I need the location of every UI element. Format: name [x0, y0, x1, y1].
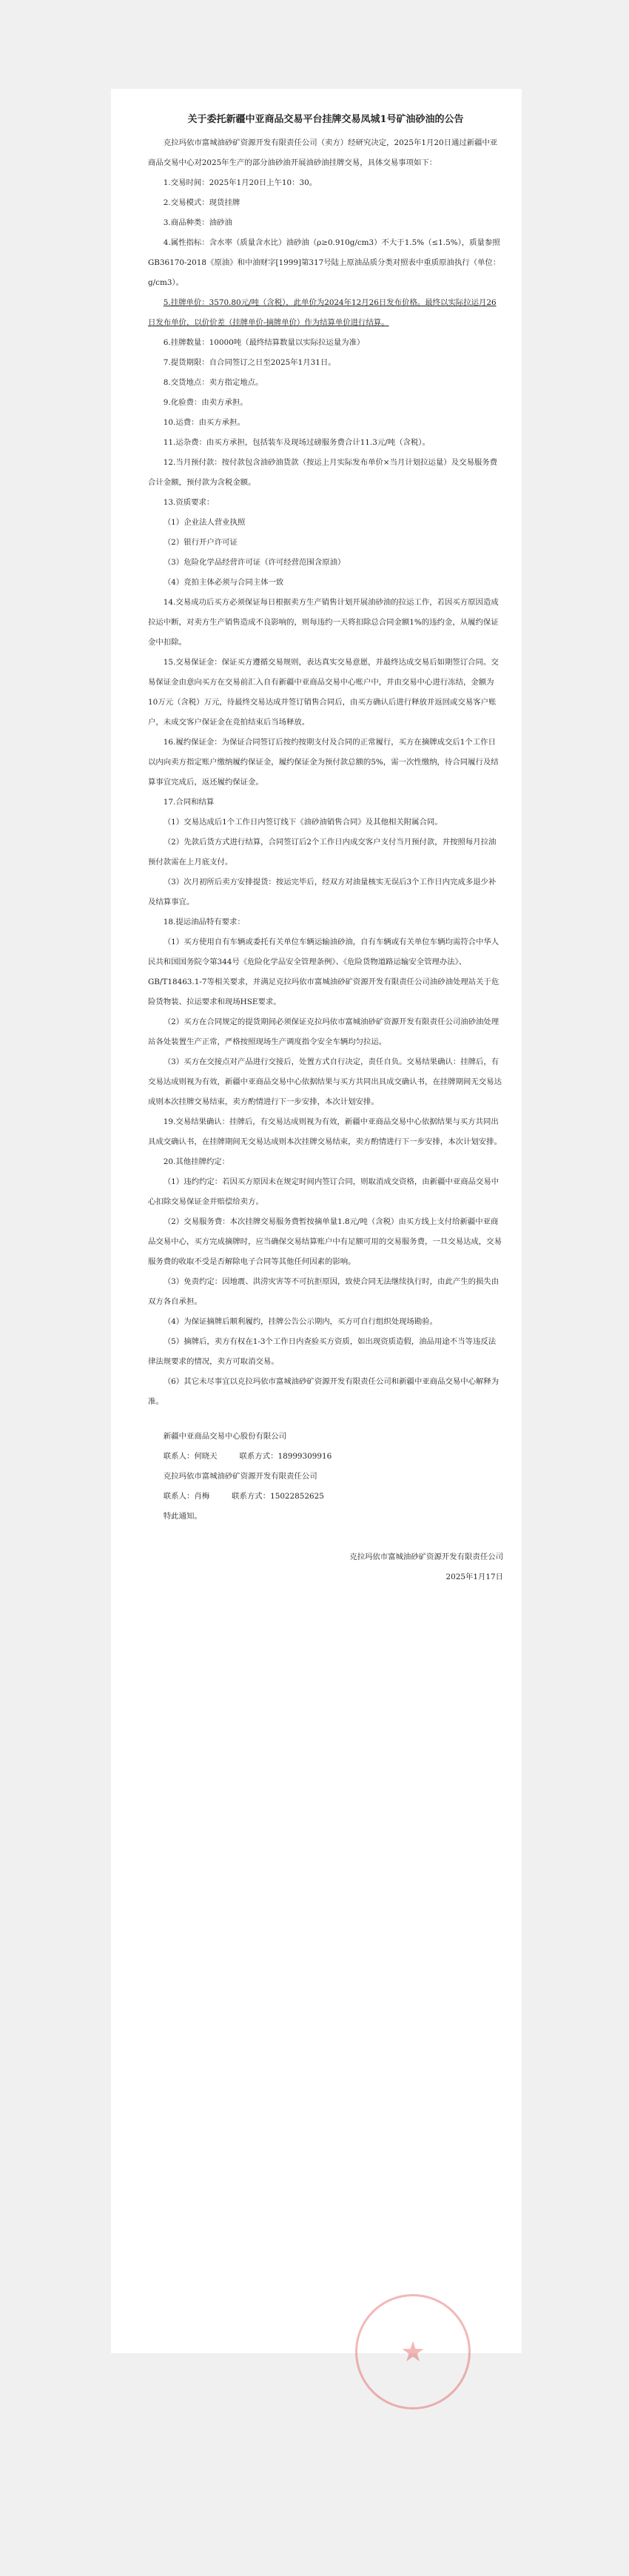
- item-3: 3.商品种类：油砂油: [163, 218, 232, 227]
- item-17-1: （1）交易达成后1个工作日内签订线下《油砂油销售合同》及其他相关附属合同。: [163, 818, 443, 827]
- contact-org-1: 新疆中亚商品交易中心股份有限公司: [163, 1432, 287, 1441]
- item-20-2: （2）交易服务费：本次挂牌交易服务费暂按摘单量1.8元/吨（含税）由买方线上支付给新疆中亚商品交易中心，买方完成摘牌时，应当确保交易结算账户中有足额可用的交易服务费，一旦交易达成，交易服务费的收取不受是否解除电子合同等其他任何因素的影响。: [148, 1217, 502, 1266]
- document-content: [148, 111, 503, 1587]
- item-18-1: （1）买方使用自有车辆或委托有关单位车辆运输油砂油，自有车辆或有关单位车辆均需符合中华人民共和国国务院令第344号《危险化学品安全管理条例》、《危险货物道路运输安全管理办法》、GB/T18463.1-7等相关要求，并满足克拉玛依市富城油砂矿资源开发有限责任公司油砂油处理站关于危险货物装、拉运要求和现场HSE要求。: [148, 938, 500, 1006]
- closing-text: 特此通知。: [163, 1512, 202, 1521]
- item-8: 8.交货地点：卖方指定地点。: [163, 378, 263, 387]
- contact-block: [148, 1427, 503, 1527]
- item-2: 2.交易模式：现货挂牌: [163, 198, 240, 207]
- item-18-2: （2）买方在合同规定的提货期间必须保证克拉玛依市富城油砂矿资源开发有限责任公司油砂油处理站各处装置生产正常，严格按照现场生产调度指令安全车辆均匀拉运。: [148, 1018, 500, 1046]
- item-11: 11.运杂费：由买方承担，包括装车及现场过磅服务费合计11.3元/吨（含税）。: [163, 438, 430, 447]
- item-15: 15.交易保证金：保证买方遵循交易规则，表达真实交易意愿，并最终达成交易后如期签订合同。交易保证金由意向买方在交易前汇入自有新疆中亚商品交易中心账户中，并由交易中心进行冻结，金额为10万元（含税）万元，待最终交易达成并签订销售合同后，由买方确认后进行释放并返回或交易客户账户，未成交客户保证金在竞拍结束后当场释放。: [148, 658, 499, 727]
- item-1: 1.交易时间：2025年1月20日上午10：30。: [163, 178, 317, 187]
- item-17-3: （3）次月初所后卖方安排提货：按运完毕后，经双方对油量核实无误后3个工作日内完成多退少补及结算事宜。: [148, 878, 497, 907]
- item-9: 9.化验费：由卖方承担。: [163, 398, 248, 407]
- item-12: 12.当月预付款：按付款包含油砂油货款（按运上月实际发布单价×当月计划拉运量）及交易服务费合计金额，预付款为含税金额。: [148, 458, 498, 487]
- item-6: 6.挂牌数量：10000吨（最终结算数量以实际拉运量为准）: [163, 338, 365, 347]
- item-10: 10.运费：由买方承担。: [163, 418, 245, 427]
- item-13-1: （1）企业法人营业执照: [163, 518, 246, 527]
- item-13-2: （2）银行开户许可证: [163, 538, 238, 547]
- item-7: 7.提货期限：自合同签订之日至2025年1月31日。: [163, 358, 336, 367]
- item-16: 16.履约保证金：为保证合同签订后按约按期支付及合同的正常履行，买方在摘牌成交后1个工作日以内向卖方指定账户缴纳履约保证金，履约保证金为预付款总额的5%，需一次性缴纳，待合同履行及结算事宜完成后，返还履约保证金。: [148, 738, 499, 787]
- item-20: 20.其他挂牌约定：: [163, 1157, 230, 1166]
- signature-block: [148, 1547, 503, 1587]
- contact-phone-1: 联系方式：18999309916: [239, 1452, 332, 1461]
- intro-paragraph: 克拉玛依市富城油砂矿资源开发有限责任公司（卖方）经研究决定，2025年1月20日通过新疆中亚商品交易中心对2025年生产的部分油砂油开展油砂油挂牌交易，具体交易事项如下：: [148, 138, 498, 167]
- company-seal: [355, 2294, 471, 2409]
- item-13-3: （3）危险化学品经营许可证（许可经营范围含原油）: [163, 558, 346, 567]
- item-20-6: （6）其它未尽事宜以克拉玛依市富城油砂矿资源开发有限责任公司和新疆中亚商品交易中心解释为准。: [148, 1377, 500, 1406]
- item-13: 13.资质要求：: [163, 498, 215, 507]
- item-13-4: （4）竞拍主体必须与合同主体一致: [163, 578, 284, 587]
- signature-date: 2025年1月17日: [445, 1573, 503, 1581]
- item-20-1: （1）违约约定：若因买方原因未在规定时间内签订合同，则取消成交资格，由新疆中亚商品交易中心扣除交易保证金并赔偿给卖方。: [148, 1177, 500, 1206]
- item-4: 4.属性指标：含水率（质量含水比）油砂油（ρ≥0.910g/cm3）不大于1.5%（≤1.5%），质量参照GB36170-2018《原油》和中油财字[1999]第317号陆上原油品质分类对照表中重质原油执行（单位：g/cm3）。: [148, 238, 501, 287]
- signature-org: 克拉玛依市富城油砂矿资源开发有限责任公司: [349, 1553, 503, 1561]
- contact-phone-2: 联系方式：15022852625: [232, 1492, 324, 1501]
- document-title: 关于委托新疆中亚商品交易平台挂牌交易凤城1号矿油砂油的公告: [187, 114, 464, 125]
- item-19: 19.交易结果确认：挂牌后，有交易达成则视为有效，新疆中亚商品交易中心依据结果与买方共同出具成交确认书，在挂牌期间无交易达成则本次挂牌交易结束，卖方酌情进行下一步安排，本次计划安排。: [148, 1117, 502, 1146]
- item-20-5: （5）摘牌后，卖方有权在1-3个工作日内查验买方资质，如出现资质造假，油品用途不当等违反法律法规要求的情况，卖方可取消交易。: [148, 1337, 497, 1366]
- item-5-price: 5.挂牌单价：3570.80元/吨（含税），此单价为2024年12月26日发布价格。最终以实际拉运月26日发布单价，以价价差（挂牌单价-摘牌单价）作为结算单价进行结算。: [148, 298, 497, 327]
- seal-star-icon: ★: [400, 2335, 426, 2368]
- contact-org-2: 克拉玛依市富城油砂矿资源开发有限责任公司: [163, 1472, 317, 1481]
- contact-person-2: 联系人：肖梅: [163, 1492, 210, 1501]
- item-18-3: （3）买方在交接点对产品进行交接后，处置方式自行决定，责任自负。交易结果确认：挂牌后，有交易达成则视为有效，新疆中亚商品交易中心依据结果与买方共同出具成交确认书，在挂牌期间无交易达成则本次挂牌交易结束，卖方酌情进行下一步安排，本次计划安排。: [148, 1057, 502, 1106]
- item-17: 17.合同和结算: [163, 798, 215, 807]
- item-14: 14.交易成功后买方必须保证每日根据卖方生产销售计划开展油砂油的拉运工作，若因买方原因造成拉运中断，对卖方生产销售造成不良影响的，则每违约一天将扣除总合同金额1%的违约金，从履约保证金中扣除。: [148, 598, 499, 647]
- contact-person-1: 联系人：何晓天: [163, 1452, 218, 1461]
- item-17-2: （2）先款后货方式进行结算，合同签订后2个工作日内成交客户支付当月预付款，并按照每月拉油预付款需在上月底支付。: [148, 838, 497, 867]
- item-20-4: （4）为保证摘牌后顺利履约，挂牌公告公示期内，买方可自行组织处现场勘验。: [163, 1317, 438, 1326]
- item-18: 18.提运油品特有要求：: [163, 918, 245, 927]
- item-20-3: （3）免责约定：因地震、洪涝灾害等不可抗拒原因，致使合同无法继续执行时，由此产生的损失由双方各自承担。: [148, 1277, 500, 1306]
